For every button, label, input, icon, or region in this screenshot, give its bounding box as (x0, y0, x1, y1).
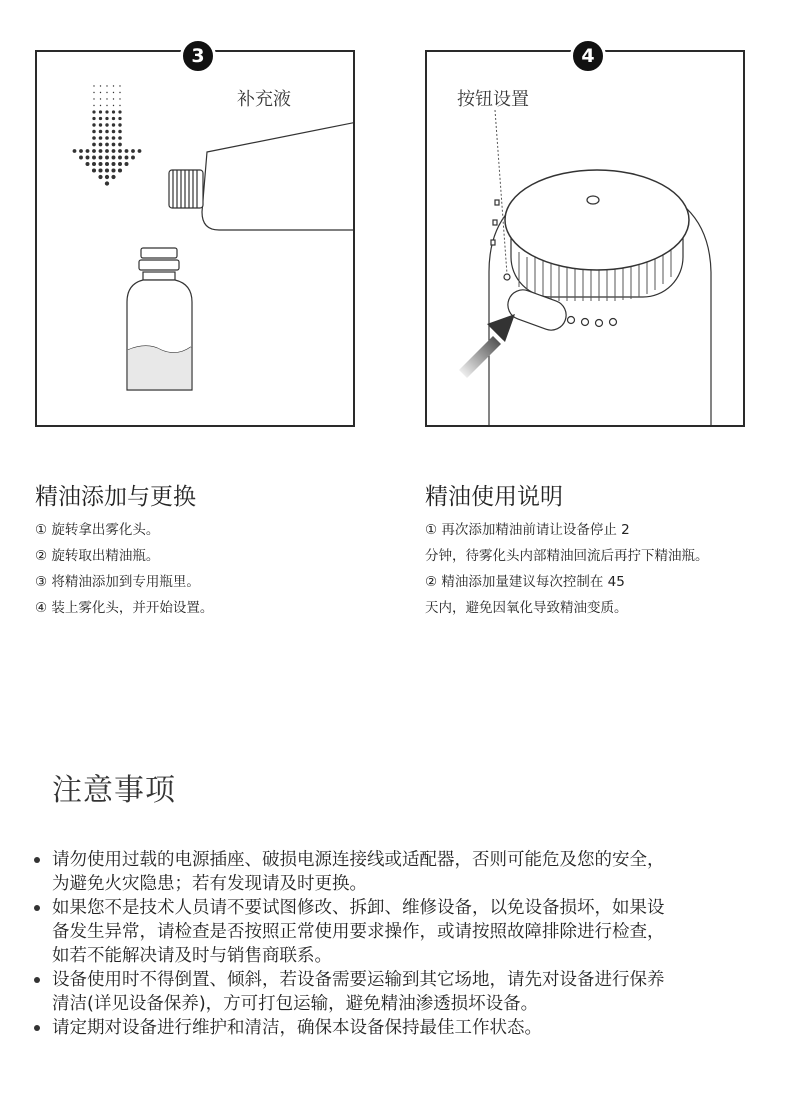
button-setting-panel (425, 45, 745, 427)
notice-line: 清洁(详见设备保养)，方可打包运输，避免精油渗透损坏设备。 (52, 994, 539, 1014)
notice-line: 如若不能解决请及时与销售商联系。 (52, 946, 332, 966)
notice-line: 如果您不是技术人员请不要试图修改、拆卸、维修设备，以免设备损坏，如果设 (52, 898, 665, 918)
list-item: ① 再次添加精油前请让设备停止 2 (425, 522, 630, 538)
bullet-icon (34, 977, 40, 983)
list-item: 天内，避免因氧化导致精油变质。 (425, 600, 628, 616)
notice-line: 为避免火灾隐患；若有发现请及时更换。 (52, 874, 367, 894)
notice-line: 请勿使用过载的电源插座、破损电源连接线或适配器，否则可能危及您的安全， (52, 850, 665, 870)
list-item: 分钟，待雾化头内部精油回流后再拧下精油瓶。 (425, 548, 709, 564)
diffuser-device-icon (489, 170, 711, 425)
oil-usage-notes (425, 517, 709, 621)
list-item: ② 旋转取出精油瓶。 (35, 548, 160, 564)
list-item: ④ 装上雾化头，并开始设置。 (35, 600, 214, 616)
oil-refill-steps (35, 517, 213, 621)
refill-bottle-icon (169, 122, 353, 230)
diffuser-drawing (427, 52, 743, 425)
bullet-icon (34, 1025, 40, 1031)
list-item: ② 精油添加量建议每次控制在 45 (425, 574, 625, 590)
bullet-icon (34, 857, 40, 863)
step-badge-4: 4 (570, 38, 606, 74)
notice-item (32, 968, 772, 1016)
down-arrow-icon (73, 85, 142, 185)
notice-line: 设备使用时不得倒置、倾斜，若设备需要运输到其它场地，请先对设备进行保养 (52, 970, 665, 990)
button-setting-label: 按钮设置 (457, 89, 529, 110)
refill-drawing (37, 52, 353, 425)
bullet-icon (34, 905, 40, 911)
oil-refill-title: 精油添加与更换 (35, 484, 196, 510)
step-badge-3: 3 (180, 38, 216, 74)
list-item: ③ 将精油添加到专用瓶里。 (35, 574, 200, 590)
list-item: ① 旋转拿出雾化头。 (35, 522, 160, 538)
notice-item (32, 896, 772, 968)
refill-label: 补充液 (237, 89, 291, 110)
oil-usage-title: 精油使用说明 (425, 484, 563, 510)
notice-item (32, 1016, 772, 1040)
refill-illustration-panel (35, 45, 355, 427)
notice-line: 备发生异常，请检查是否按照正常使用要求操作，或请按照故障排除进行检查， (52, 922, 665, 942)
notice-title: 注意事项 (52, 773, 176, 808)
notice-item (32, 848, 772, 896)
oil-bottle-icon (127, 248, 192, 390)
notice-line: 请定期对设备进行维护和清洁，确保本设备保持最佳工作状态。 (52, 1018, 542, 1038)
notice-list (32, 848, 772, 1040)
